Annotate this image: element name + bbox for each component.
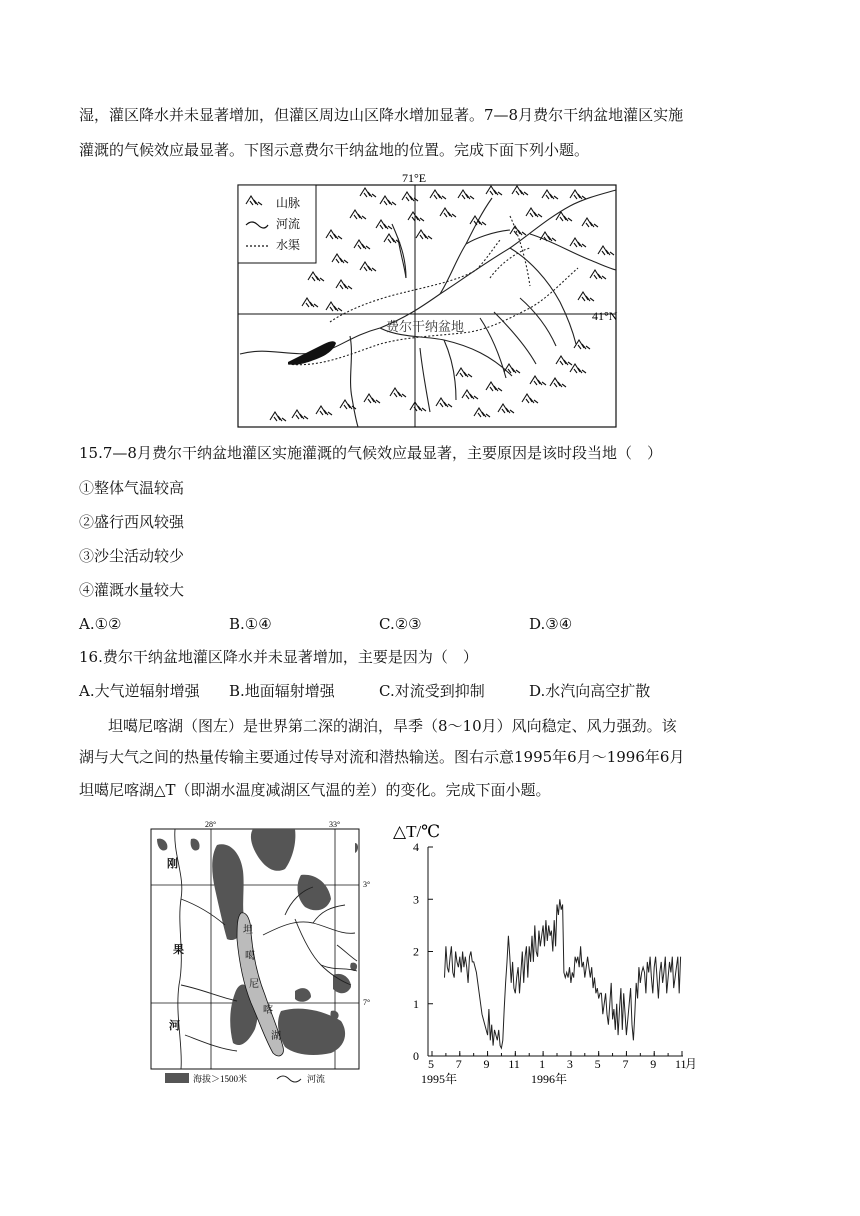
x-tick-label: 9 (650, 1057, 657, 1071)
legend-elevation: 海拔＞1500米 (193, 1074, 248, 1084)
x-tick-label: 3 (566, 1057, 573, 1071)
q15-option-d[interactable]: D.③④ (529, 615, 573, 633)
x-tick-label: 7 (455, 1057, 462, 1071)
lat-label: 41°N (592, 309, 618, 323)
fergana-map (230, 168, 630, 430)
congo-river-label-1: 刚 (167, 858, 178, 870)
q15-item-2: ②盛行西风较强 (79, 513, 185, 531)
lat-label-3: 3° (363, 880, 371, 889)
passage2-line-2: 湖与大气之间的热量传输主要通过传导对流和潜热输送。图右示意1995年6月～1996年6月 (79, 748, 685, 766)
x-axis-label: 月 (685, 1057, 698, 1071)
year-label-1996: 1996年 (531, 1072, 568, 1086)
delta-t-series-line (445, 899, 681, 1048)
delta-t-chart (385, 815, 720, 1095)
passage2-line-3: 坦噶尼喀湖△T（即湖水温度减湖区气温的差）的变化。完成下面小题。 (79, 781, 551, 799)
q15-option-a[interactable]: A.①② (79, 615, 122, 633)
mountain-symbols (270, 186, 614, 421)
intro-line-2: 灌溉的气候效应最显著。下图示意费尔干纳盆地的位置。完成下面下列小题。 (79, 141, 590, 159)
x-tick-label: 1 (539, 1057, 546, 1071)
tanganyika-map (145, 815, 385, 1095)
legend-canal: 水渠 (276, 238, 301, 252)
q15-option-c[interactable]: C.②③ (379, 615, 422, 633)
x-tick-label: 11 (508, 1057, 520, 1071)
y-tick-label: 1 (413, 996, 419, 1011)
lake-label-3: 尼 (249, 979, 259, 990)
lon-label: 71°E (402, 171, 427, 185)
river-legend-icon-2 (277, 1076, 301, 1082)
q15-item-3: ③沙尘活动较少 (79, 547, 185, 565)
delta-t-chart-svg (385, 815, 720, 1095)
legend-river: 河流 (276, 217, 301, 231)
lon-label-28: 28° (205, 820, 217, 829)
q16-option-c[interactable]: C.对流受到抑制 (379, 682, 485, 700)
q15-item-1: ①整体气温较高 (79, 479, 185, 497)
passage2-line-1: 坦噶尼喀湖（图左）是世界第二深的湖泊，旱季（8～10月）风向稳定、风力强劲。该 (108, 717, 677, 735)
q16-option-b[interactable]: B.地面辐射增强 (229, 682, 335, 700)
x-tick-label: 9 (483, 1057, 490, 1071)
lake-label-2: 噶 (245, 951, 255, 962)
lon-label-33: 33° (329, 820, 341, 829)
y-tick-label: 4 (413, 840, 419, 854)
tanganyika-map-svg (145, 815, 385, 1095)
q15-stem: 15.7—8月费尔干纳盆地灌区实施灌溉的气候效应最显著，主要原因是该时段当地（ ） (79, 444, 662, 462)
q16-option-a[interactable]: A.大气逆辐射增强 (79, 682, 200, 700)
lat-label-7: 7° (363, 998, 371, 1007)
elevation-legend-icon (165, 1073, 189, 1083)
lake-label-1: 坦 (243, 925, 253, 936)
q15-option-b[interactable]: B.①④ (229, 615, 272, 633)
x-tick-label: 11 (675, 1057, 687, 1071)
x-tick-label: 5 (428, 1057, 434, 1071)
congo-river-label-2: 果 (173, 944, 184, 956)
intro-line-1: 湿，灌区降水并未显著增加，但灌区周边山区降水增加显著。7—8月费尔干纳盆地灌区实施 (79, 106, 684, 124)
q16-option-d[interactable]: D.水汽向高空扩散 (529, 682, 651, 700)
x-tick-label: 7 (622, 1057, 629, 1071)
y-tick-label: 0 (413, 1049, 419, 1063)
congo-river-label-3: 河 (169, 1020, 180, 1032)
legend-mountain: 山脉 (276, 196, 301, 210)
lake-label-4: 喀 (263, 1005, 273, 1016)
basin-label: 费尔干纳盆地 (386, 319, 465, 334)
x-tick-label: 5 (594, 1057, 601, 1071)
lake-label-5: 湖 (271, 1031, 281, 1042)
legend-river-2: 河流 (307, 1074, 326, 1084)
y-tick-label: 2 (413, 944, 419, 959)
fergana-map-svg (230, 168, 630, 430)
y-axis-label: △T/℃ (393, 822, 441, 841)
q15-item-4: ④灌溉水量较大 (79, 581, 185, 599)
q16-stem: 16.费尔干纳盆地灌区降水并未显著增加，主要是因为（ ） (79, 648, 478, 666)
y-tick-label: 3 (413, 892, 419, 907)
year-label-1995: 1995年 (421, 1072, 458, 1086)
